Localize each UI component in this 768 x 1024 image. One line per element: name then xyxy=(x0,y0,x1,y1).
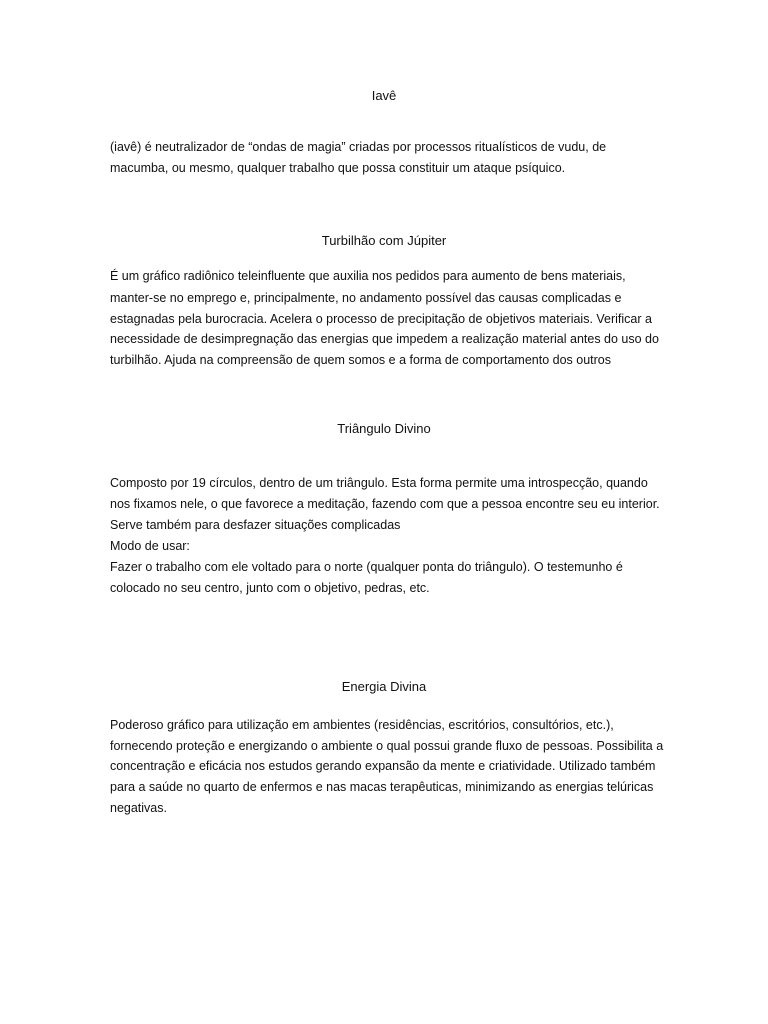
section-title-energia: Energia Divina xyxy=(341,679,427,694)
paragraph-line: fornecendo proteção e energizando o ambiente o qual possui grande fluxo de pessoas. Possibilita a xyxy=(110,739,664,753)
paragraph-line: concentração e eficácia nos estudos gerando expansão da mente e criatividade. Utilizado também xyxy=(110,759,656,773)
paragraph-line: para a saúde no quarto de enfermos e nas macas terapêuticas, minimizando as energias telúricas xyxy=(110,780,654,794)
paragraph-line: Composto por 19 círculos, dentro de um triângulo. Esta forma permite uma introspecção, quando xyxy=(110,476,648,490)
paragraph-line: nos fixamos nele, o que favorece a meditação, fazendo com que a pessoa encontre seu eu interior. xyxy=(110,497,660,511)
paragraph-line: Serve também para desfazer situações complicadas xyxy=(110,518,401,532)
paragraph-line: Poderoso gráfico para utilização em ambientes (residências, escritórios, consultórios, etc.), xyxy=(110,718,614,732)
paragraph-line: necessidade de desimpregnação das energias que impedem a realização material antes do uso do xyxy=(110,332,659,346)
paragraph-line: colocado no seu centro, junto com o objetivo, pedras, etc. xyxy=(110,581,430,595)
section-title-turbilhao: Turbilhão com Júpiter xyxy=(321,233,447,248)
paragraph-line: macumba, ou mesmo, qualquer trabalho que possa constituir um ataque psíquico. xyxy=(110,161,566,175)
section-title-iave: Iavê xyxy=(371,88,397,103)
section-title-triangulo: Triângulo Divino xyxy=(337,421,431,436)
paragraph-line: (iavê) é neutralizador de “ondas de magia” criadas por processos ritualísticos de vudu, de xyxy=(110,140,607,154)
paragraph-line: turbilhão. Ajuda na compreensão de quem somos e a forma de comportamento dos outros xyxy=(110,353,611,367)
paragraph-line: Fazer o trabalho com ele voltado para o norte (qualquer ponta do triângulo). O testemunho é xyxy=(110,560,623,574)
paragraph-line: manter-se no emprego e, principalmente, no andamento possível das causas complicadas e xyxy=(110,291,622,305)
paragraph-line: Modo de usar: xyxy=(110,539,190,553)
paragraph-line: negativas. xyxy=(110,801,167,815)
paragraph-line: É um gráfico radiônico teleinfluente que auxilia nos pedidos para aumento de bens materiais, xyxy=(110,269,626,283)
paragraph-line: estagnadas pela burocracia. Acelera o processo de precipitação de objetivos materiais. Verificar a xyxy=(110,312,652,326)
